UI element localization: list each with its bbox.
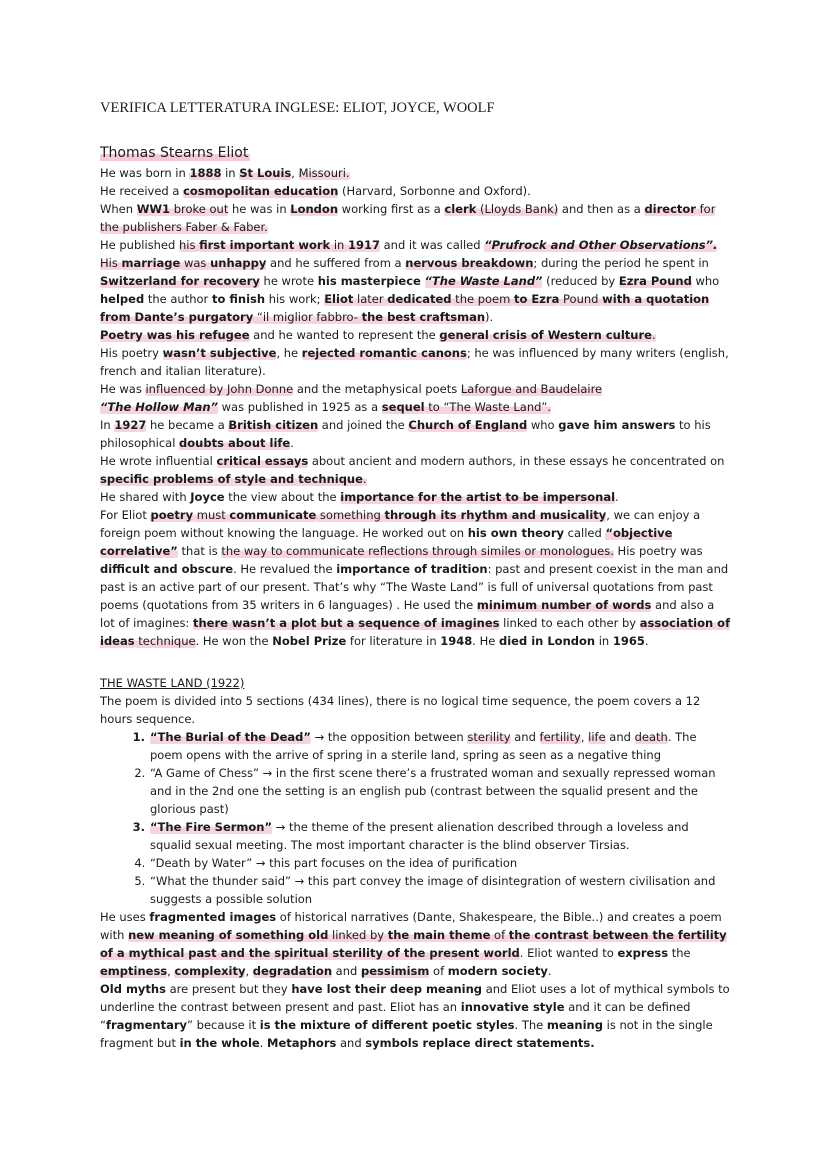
text-run: in [595, 634, 613, 648]
highlighted-text: the way to communicate reflections through similes or monologues. [221, 544, 614, 558]
highlighted-text: communicate [229, 508, 317, 522]
text-run: Old myths [100, 982, 166, 996]
text-run: . He won the [195, 634, 273, 648]
text-run: . He revalued the [233, 562, 337, 576]
text-run: the view about the [224, 490, 341, 504]
text-run: and joined the [318, 418, 409, 432]
text-run: of historical narratives (Dante, Shakespeare, the Bible..) and creates a poem with [100, 910, 722, 942]
highlighted-text: pessimism [360, 964, 430, 978]
text-run: helped [100, 292, 145, 306]
highlighted-text: 1888 [189, 166, 222, 180]
text-run: (Harvard, Sorbonne and Oxford). [338, 184, 531, 198]
highlighted-text: 1917 [347, 238, 380, 252]
highlighted-text: doubts about life [179, 436, 291, 450]
text-run: When [100, 202, 137, 216]
highlighted-text: “Prufrock and Other Observations”. [484, 238, 718, 252]
text-run: . [615, 490, 619, 504]
highlighted-text: life [588, 730, 606, 744]
text-run: and it was called [379, 238, 485, 252]
eliot-paragraph [100, 506, 732, 650]
text-run: is the mixture of different poetic styles [259, 1018, 515, 1032]
text-run: for literature in [346, 634, 441, 648]
highlighted-text: Switzerland for recovery [100, 274, 260, 288]
text-run: → the theme of the present alienation described through a loveless and squalid sexual meeting. The most important character is the blind observer Tirsias. [150, 820, 689, 852]
waste-land-section-item [149, 764, 732, 818]
text-run: gave him answers [558, 418, 676, 432]
highlighted-text: 1927 [114, 418, 147, 432]
highlighted-text: was [180, 256, 211, 270]
highlighted-text: sequel [381, 400, 425, 414]
text-run: . [644, 634, 649, 648]
text-run: He wrote influential [100, 454, 217, 468]
text-run: “Death by Water” → this part focuses on the idea of purification [150, 856, 518, 870]
highlighted-text: broke out [170, 202, 229, 216]
text-run: Nobel Prize [272, 634, 347, 648]
text-run: In [100, 418, 115, 432]
text-run: . [290, 436, 294, 450]
text-run: and [336, 1036, 366, 1050]
text-run: and [510, 730, 540, 744]
highlighted-text: “The Burial of the Dead” [150, 730, 311, 744]
highlighted-text: importance for the artist to be impersonal [340, 490, 616, 504]
highlighted-text: (Lloyds Bank) [476, 202, 559, 216]
text-run: have lost their deep meaning [291, 982, 483, 996]
text-run: meaning [546, 1018, 603, 1032]
highlighted-text: the publishers Faber & Faber. [100, 220, 268, 234]
highlighted-text: minimum number of words [476, 598, 652, 612]
highlighted-text: must [193, 508, 230, 522]
text-run: , [580, 730, 589, 744]
highlighted-text: “il miglior fabbro- [253, 310, 362, 324]
text-run: fragmented images [149, 910, 277, 924]
text-run: He received a [100, 184, 184, 198]
text-run: His poetry was [613, 544, 703, 558]
text-run: in the whole [179, 1036, 260, 1050]
text-run: . [547, 964, 552, 978]
text-run: difficult and obscure [100, 562, 234, 576]
eliot-paragraph [100, 164, 732, 182]
text-run: ” because it [187, 1018, 260, 1032]
text-run: to finish [211, 292, 266, 306]
highlighted-text: clerk [444, 202, 477, 216]
highlighted-text: for [695, 202, 716, 216]
highlighted-text: poetry [150, 508, 194, 522]
highlighted-text: complexity [174, 964, 246, 978]
text-run: who [527, 418, 559, 432]
text-run: . The poem opens with the arrive of spring in a sterile land, spring as seen as a negative thing [150, 730, 697, 762]
text-run: importance of tradition [336, 562, 488, 576]
text-run: to his philosophical [100, 418, 711, 450]
highlighted-text: something [316, 508, 385, 522]
highlighted-text: Missouri. [298, 166, 350, 180]
text-run: his own theory [467, 526, 564, 540]
text-run: , [291, 166, 299, 180]
highlighted-text: marriage [121, 256, 181, 270]
highlighted-text: to Ezra [513, 292, 560, 306]
highlighted-text: the poem [451, 292, 514, 306]
highlighted-text: linked by [328, 928, 388, 942]
text-run: about ancient and modern authors, in these essays he concentrated on [308, 454, 725, 468]
text-run: is not in the single fragment but [100, 1018, 713, 1050]
highlighted-text: in [330, 238, 348, 252]
text-run: and also a lot of imagines: [100, 598, 715, 630]
eliot-paragraph [100, 398, 732, 416]
text-run: His poetry [100, 346, 163, 360]
eliot-paragraph [100, 452, 732, 488]
text-run: “What the thunder said” → this part convey the image of disintegration of western civilisation and suggests a possible solution [150, 874, 716, 906]
highlighted-text: cosmopolitan education [183, 184, 339, 198]
highlighted-text: the contrast between the fertility of a mythical past and the spiritual sterility of the present world [100, 928, 727, 960]
highlighted-text: “objective correlative” [100, 526, 673, 558]
text-run: He was [100, 382, 146, 396]
text-run: working first as a [338, 202, 445, 216]
text-run: modern society [447, 964, 548, 978]
section-heading-waste-land: THE WASTE LAND (1922) [100, 676, 245, 690]
waste-land-section-item [149, 818, 732, 854]
highlighted-text: from Dante’s purgatory [100, 310, 254, 324]
text-run: ; during the period he spent in [533, 256, 709, 270]
highlighted-text: influenced by John Donne [145, 382, 294, 396]
highlighted-text: . [651, 328, 656, 342]
highlighted-text: specific problems of style and technique [100, 472, 363, 486]
highlighted-text: nervous breakdown [405, 256, 534, 270]
highlighted-text: “The Waste Land” [424, 274, 543, 288]
text-run: . Eliot wanted to [519, 946, 618, 960]
text-run: ; he was influenced by many writers (english, french and italian literature). [100, 346, 729, 378]
text-run: He was born in [100, 166, 190, 180]
highlighted-text: fertility [539, 730, 581, 744]
text-run: ). [485, 310, 494, 324]
text-run: died in London [499, 634, 596, 648]
highlighted-text: dedicated [387, 292, 452, 306]
text-run: and Eliot uses a lot of mythical symbols to underline the contrast between present and past. Eliot has an [100, 982, 730, 1014]
highlighted-text: His [100, 256, 122, 270]
section-heading-eliot: Thomas Stearns Eliot [100, 145, 249, 161]
eliot-paragraph [100, 344, 732, 380]
text-run: innovative style [460, 1000, 565, 1014]
text-run: 1948 [440, 634, 473, 648]
text-run: that is [177, 544, 222, 558]
highlighted-text: later [353, 292, 388, 306]
text-run: Metaphors [267, 1036, 337, 1050]
waste-land-section-item [149, 854, 732, 872]
document-title: VERIFICA LETTERATURA INGLESE: ELIOT, JOYCE, WOOLF [100, 100, 495, 116]
waste-land-section-item [149, 872, 732, 908]
text-run: → the opposition between [310, 730, 468, 744]
text-run: Joyce [190, 490, 225, 504]
waste-land-paragraph [100, 980, 732, 1052]
highlighted-text: sterility [467, 730, 511, 744]
text-run: For Eliot [100, 508, 151, 522]
text-run: , [245, 964, 253, 978]
waste-land-intro: The poem is divided into 5 sections (434 lines), there is no logical time sequence, the poem covers a 12 hours sequence. [100, 694, 701, 726]
text-run: “A Game of Chess” → in the first scene there’s a frustrated woman and sexually repressed woman and in the 2nd one the setting is an english pub (contrast between the squalid present and the glorious past) [150, 766, 716, 816]
highlighted-text: association of ideas [100, 616, 731, 648]
text-run: , we can enjoy a foreign poem without knowing the language. He worked out on [100, 508, 701, 540]
text-run: and [605, 730, 635, 744]
highlighted-text: Church of England [408, 418, 528, 432]
eliot-paragraph [100, 416, 732, 452]
highlighted-text: of [490, 928, 509, 942]
text-run: . The [514, 1018, 547, 1032]
text-run: and he suffered from a [266, 256, 406, 270]
highlighted-text: his [178, 238, 200, 252]
document-page [100, 100, 732, 1052]
text-run: symbols replace direct statements. [365, 1036, 595, 1050]
text-run: fragmentary [105, 1018, 188, 1032]
text-run: . He [472, 634, 499, 648]
highlighted-text: the best craftsman [361, 310, 486, 324]
highlighted-text: death [634, 730, 668, 744]
waste-land-section-item [149, 728, 732, 764]
highlighted-text: “The Fire Sermon” [150, 820, 273, 834]
highlighted-text: unhappy [210, 256, 267, 270]
highlighted-text: “The Hollow Man” [100, 400, 218, 414]
text-run: linked to each other by [499, 616, 640, 630]
highlighted-text: emptiness [100, 964, 168, 978]
text-run: He shared with [100, 490, 191, 504]
text-run: he became a [146, 418, 229, 432]
text-run: in [221, 166, 240, 180]
text-run: the [668, 946, 691, 960]
highlighted-text: the main theme [387, 928, 491, 942]
highlighted-text: to “The Waste Land”. [424, 400, 552, 414]
text-run: and the metaphysical poets [293, 382, 461, 396]
text-run: and [332, 964, 361, 978]
text-run: are present but they [165, 982, 292, 996]
highlighted-text: St Louis [239, 166, 292, 180]
highlighted-text: British citizen [228, 418, 319, 432]
text-run: the author [144, 292, 212, 306]
highlighted-text: Pound [559, 292, 603, 306]
text-run: , he [276, 346, 302, 360]
highlighted-text: Laforgue and Baudelaire [460, 382, 603, 396]
highlighted-text: Eliot [324, 292, 354, 306]
highlighted-text: WW1 [136, 202, 171, 216]
waste-land-paragraph [100, 908, 732, 980]
highlighted-text: first important work [199, 238, 331, 252]
highlighted-text: with a quotation [602, 292, 710, 306]
text-run: and it can be defined “ [100, 1000, 691, 1032]
eliot-paragraph [100, 236, 732, 326]
highlighted-text: London [290, 202, 339, 216]
text-run: 1965 [612, 634, 645, 648]
eliot-paragraph [100, 380, 732, 398]
text-run: his masterpiece [317, 274, 421, 288]
highlighted-text: Ezra Pound [618, 274, 692, 288]
highlighted-text: technique [134, 634, 196, 648]
highlighted-text: general crisis of Western culture [439, 328, 652, 342]
eliot-paragraph [100, 182, 732, 200]
eliot-paragraph [100, 326, 732, 344]
text-run: express [617, 946, 669, 960]
text-run: and then as a [558, 202, 645, 216]
waste-land-sections-list [100, 728, 732, 908]
text-run: : past and present coexist in the man and past is an active part of our present. That’s why “The Waste Land” is full of universal quotations from past poems (quotations from 35 writers in 6 languages) . He used the [100, 562, 729, 612]
text-run: of [429, 964, 448, 978]
highlighted-text: rejected romantic canons [301, 346, 467, 360]
highlighted-text: new meaning of something old [128, 928, 329, 942]
text-run: and he wanted to represent the [249, 328, 440, 342]
text-run: (reduced by [542, 274, 619, 288]
text-run: was published in 1925 as a [217, 400, 382, 414]
text-run: called [564, 526, 606, 540]
text-run: he was in [228, 202, 291, 216]
highlighted-text: there wasn’t a plot but a sequence of imagines [192, 616, 500, 630]
text-run: He published [100, 238, 179, 252]
highlighted-text: . [362, 472, 367, 486]
text-run: he wrote [259, 274, 318, 288]
text-run: who [691, 274, 720, 288]
highlighted-text: director [644, 202, 696, 216]
text-run [421, 274, 425, 288]
text-run: He uses [100, 910, 150, 924]
highlighted-text: Poetry was his refugee [100, 328, 250, 342]
text-run: his work; [265, 292, 325, 306]
highlighted-text: degradation [252, 964, 333, 978]
text-run: . [259, 1036, 267, 1050]
highlighted-text: wasn’t subjective [162, 346, 277, 360]
highlighted-text: through its rhythm and musicality [384, 508, 607, 522]
eliot-paragraph [100, 200, 732, 236]
highlighted-text: critical essays [216, 454, 309, 468]
text-run: , [167, 964, 175, 978]
eliot-paragraph [100, 488, 732, 506]
